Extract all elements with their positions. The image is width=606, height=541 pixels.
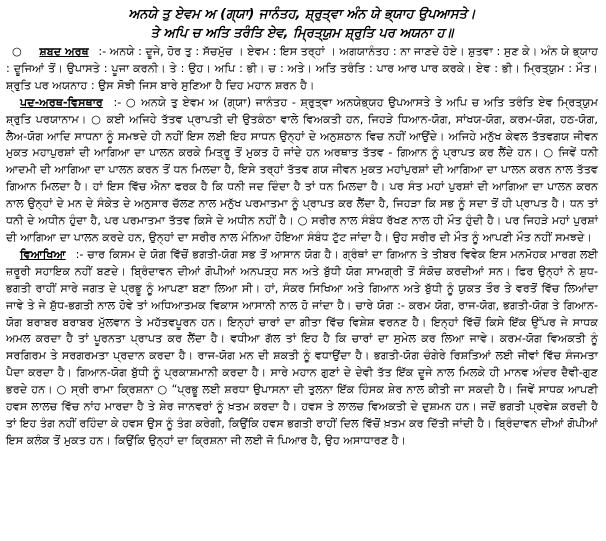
viakhia-heading: ਵਿਆਖਿਆ: [20, 247, 66, 261]
pad-arth-heading: ਪਦ-ਅਰਥ-ਵਿਸਥਾਰ: [20, 95, 103, 109]
shabad-arth-section: [6, 44, 598, 95]
viakhia-text: :- ਚਾਰ ਕਿਸਮ ਦੇ ਯੋਗ ਵਿੱਚੋਂ ਭਗਤੀ-ਯੋਗ ਸਭ ਤੋਂ ਆਸਾਨ ਯੋਗ ਹੈ। ਗ੍ਰੰਥਾਂ ਦਾ ਗਿਆਨ ਤੇ ਤੀਬਰ ਵਿਵੇਕ ਇਸ ਮਨਮੋਹਕ ਮਾਰਗ ਲਈ ਜ਼ਰੂਰੀ ਸਹਾਇਕ ਨਹੀਂ ਬਣਦੇ। ਬ੍ਰਿੰਦਾਵਨ ਦੀਆਂ ਗੋਪੀਆਂ ਅਨਪੜ੍ਹ ਸਨ ਅਤੇ ਬੁੱਧੀ ਯੋਗ ਸਾਮਗ੍ਰੀ ਤੋਂ ਸੰਕੋਚ ਕਰਦੀਆਂ ਸਨ। ਫਿਰ ਉਨ੍ਹਾਂ ਨੇ ਸ਼ੁਧ-ਭਗਤੀ ਰਾਹੀਂ ਸਾਰੇ ਜਗਤ ਦੇ ਪ੍ਰਭੂ ਨੂੰ ਆਪਣਾ ਬਣਾ ਲਿਆ ਸੀ। ਹਾਂ, ਸੰਕਰ ਸਿਖਿਆ ਅਤੇ ਗਿਆਨ ਅਤੇ ਬੁੱਧੀ ਨੂੰ ਯੁਕਤ ਤੌਰ ਤੇ ਵਰਤੋਂ ਵਿੱਚ ਲਿਆਂਦਾ ਜਾਵੇ ਤੇ ਜੇ ਸ਼ੁੱਧ-ਭਗਤੀ ਨਾਲ ਹੋਵੇ ਤਾਂ ਅਧਿਆਤਮਕ ਵਿਕਾਸ ਆਸਾਨੀ ਨਾਲ ਹੋ ਜਾਂਦਾ ਹੈ। ਚਾਰੇ ਯੋਗ :- ਕਰਮ ਯੋਗ, ਰਾਜ-ਯੋਗ, ਭਗਤੀ-ਯੋਗ ਤੇ ਗਿਆਨ-ਯੋਗ ਬਰਾਬਰ ਬਰਾਬਰ ਮੁੱਲਵਾਨ ਤੇ ਮਹੱਤਵਪੂਰਨ ਹਨ। ਇਨ੍ਹਾਂ ਚਾਰਾਂ ਦਾ ਗੀਤਾ ਵਿੱਚ ਵਿਸ਼ੇਸ਼ ਵਰਨਣ ਹੈ। ਇਨ੍ਹਾਂ ਵਿੱਚੋਂ ਕਿਸੇ ਇੱਕ ਉੱਪਰ ਜੇ ਸਾਧਕ ਅਮਲ ਕਰਦਾ ਹੈ ਤਾਂ ਪੂਰਨਤਾ ਪ੍ਰਾਪਤ ਕਰ ਲੈਂਦਾ ਹੈ। ਵਧੀਆ ਗੱਲ ਤਾਂ ਇਹ ਹੈ ਕਿ ਚਾਰਾਂ ਦਾ ਸੁਮੇਲ ਕਰ ਲਿਆ ਜਾਵੇ। ਕਰਮ-ਯੋਗ ਵਿਅਕਤੀ ਨੂੰ ਸਰਗਿਰਮ ਤੇ ਸਰਗਰਮਤਾ ਪ੍ਰਦਾਨ ਕਰਦਾ ਹੈ। ਰਾਜ-ਯੋਗ ਮਨ ਦੀ ਸ਼ਕਤੀ ਨੂੰ ਵਧਾਉਂਦਾ ਹੈ। ਭਗਤੀ-ਯੋਗ ਚੰਗੇਰੇ ਰਿਸ਼ਤਿਆਂ ਲਈ ਜੀਵਾਂ ਵਿੱਚ ਸੰਜਮਤਾ ਪੈਦਾ ਕਰਦਾ ਹੈ। ਗਿਆਨ-ਯੋਗ ਬੁੱਧੀ ਨੂੰ ਪ੍ਰਕਾਸ਼ਮਾਨੀ ਕਰਦਾ ਹੈ। ਸਾਰੇ ਮਹਾਨ ਗੁਣਾਂ ਦੇ ਦੇਵੀ ਤੱਤ ਇੱਕ ਦੂਜੇ ਨਾਲ ਮਿਲਕੇ ਹੀ ਮਾਨਵ ਅੰਦਰ ਦੈਵੀ-ਗੁਣ ਭਰਦੇ ਹਨ। ○ ਸ੍ਰੀ ਰਾਮਾ ਕ੍ਰਿਸ਼ਨਾ ○ “ਪ੍ਰਭੂ ਲਈ ਸ਼ਰਧਾ ਉਪਾਸਨਾ ਦੀ ਤੁਲਨਾ ਇੱਕ ਹਿੰਸਕ ਸ਼ੇਰ ਨਾਲ ਕੀਤੀ ਜਾ ਸਕਦੀ ਹੈ। ਜਿਵੇਂ ਸਾਧਕ ਆਪਣੀ ਹਵਸ ਲਾਲਚ ਵਿੱਚ ਨਾਂਹ ਮਾਰਦਾ ਹੈ ਤੇ ਸ਼ੇਰ ਜਾਨਵਰਾਂ ਨੂੰ ਖ਼ਤਮ ਕਰਦਾ ਹੈ। ਹਵਸ ਤੇ ਲਾਲਚ ਵਿਅਕਤੀ ਦੇ ਦੁਸ਼ਮਨ ਹਨ। ਜਦੋਂ ਭਗਤੀ ਪ੍ਰਵੇਸ਼ ਕਰਦੀ ਹੈ ਤਾਂ ਇਹ ਤੰਗ ਨਹੀਂ ਰਹਿੰਦਾ ਕੇ ਹਵਸ ਉਸ ਨੂੰ ਤੰਗ ਕਰੇਗੀ, ਕਿਉਂਕਿ ਹਵਸ ਭਗਤੀ ਰਾਹੀਂ ਦਿਲ ਵਿੱਚੋਂ ਖ਼ਤਮ ਕਰ ਦਿੱਤੀ ਜਾਂਦੀ ਹੈ। ਬ੍ਰਿੰਦਾਵਨ ਦੀਆਂ ਗੋਪੀਆਂ ਇਸ ਕਲੰਕ ਤੋਂ ਮੁਕਤ ਹਨ। ਕਿਉਂਕਿ ਉਨ੍ਹਾਂ ਦਾ ਕ੍ਰਿਸ਼ਨਾ ਜੀ ਲਈ ਜੋ ਪਿਆਰ ਹੈ, ਉਹ ਅਸਾਧਾਰਣ ਹੈ।: [6, 247, 598, 447]
verse-line-1: ਅਨਯੇ ਤੁ ਏਵਮ ਅ (ਗ੍ਯਾ) ਜਾਨੰਤਹ, ਸ਼੍ਰੁਤ੍ਵਾ ਅੰਨ ਯੇ ਭ੍ਯਾਹ ਉਪਆਸਤੇ।: [128, 7, 476, 22]
pad-arth-section: [6, 95, 598, 247]
bullet-prefix: ○: [12, 45, 22, 58]
viakhia-section: [6, 247, 598, 450]
sanskrit-verse: [6, 5, 598, 43]
verse-line-2: ਤੇ ਅਪਿ ਚ ਅਤਿ ਤਰੰਤਿ ਏਵ, ਮ੍ਰਿਤ੍ਯੁਮ ਸ਼੍ਰੁਤਿ ਪਰ ਅਯਨਾ ਹ॥: [150, 26, 454, 41]
pad-arth-text: :- ○ ਅਨਯੇ ਤੁ ਏਵਮ ਅ (ਗ੍ਯਾ) ਜਾਨੰਤਹ - ਸ਼੍ਰੁਤ੍ਵਾ ਅਨਯੇਭ੍ਯਹ ਉਪਆਸਤੇ ਤੇ ਅਪਿ ਚ ਅਤਿ ਤਰੰਤਿ ਏਵ ਮ੍ਰਿਤ੍ਯੁਮ ਸ਼੍ਰੁਤਿ ਪਰਯਾਨਾਮ। ○ ਕਈ ਅਜਿਹੇ ਤੱਤਵ ਪ੍ਰਾਪਤੀ ਦੀ ਉਤਕੰਠਾ ਵਾਲੇ ਵਿਅਕਤੀ ਹਨ, ਜਿਹੜੇ ਧਿਆਨ-ਯੋਗ, ਸਾਂਖਯ-ਯੋਗ, ਕਰਮ-ਯੋਗ, ਹਠ-ਯੋਗ, ਲੈਅ-ਯੋਗ ਆਦਿ ਸਾਧਨਾ ਨੂੰ ਸਮਝਦੇ ਹੀ ਨਹੀਂ ਇਸ ਲਈ ਇਹ ਸਾਧਨ ਉਨ੍ਹਾਂ ਦੇ ਅਨੁਸ਼ਠਾਨ ਵਿਚ ਨਹੀਂ ਆਉਂਦੇ। ਅਜਿਹੇ ਮਨੁੱਖ ਕੇਵਲ ਤੱਤਵਗਯ ਜੀਵਨ ਮੁਕਤ ਮਹਾਪੁਰਸ਼ਾਂ ਦੀ ਆਗਿਆ ਦਾ ਪਾਲਨ ਕਰਕੇ ਮਿਤ੍ਰੂ ਤੋਂ ਮੁਕਤ ਹੋ ਜਾਂਦੇ ਹਨ ਅਰਥਾਤ ਤੱਤਵ - ਗਿਆਨ ਨੂੰ ਪ੍ਰਾਪਤ ਕਰ ਲੈਂਦੇ ਹਨ। ○ ਜਿਵੇਂ ਧਨੀ ਆਦਮੀ ਦੀ ਆਗਿਆ ਦਾ ਪਾਲਨ ਕਰਨ ਤੋਂ ਧਨ ਮਿਲਦਾ ਹੈ, ਇਸੇ ਤਰ੍ਹਾਂ ਤੱਤਵ ਗਯ ਜੀਵਨ ਮੁਕਤ ਮਹਾਂਪੁਰਸ਼ਾਂ ਦੀ ਆਗਿਆ ਦਾ ਪਾਲਨ ਕਰਨ ਨਾਲ ਤੱਤਵ ਗਿਆਨ ਮਿਲਦਾ ਹੈ। ਹਾਂ ਇਸ ਵਿੱਚ ਐਨਾ ਫਰਕ ਹੈ ਕਿ ਧਨੀ ਜਦ ਦਿੰਦਾ ਹੈ ਤਾਂ ਧਨ ਮਿਲਦਾ ਹੈ। ਪਰ ਸੰਤ ਮਹਾਂ ਪੁਰਸ਼ਾਂ ਦੀ ਆਗਿਆ ਦਾ ਪਾਲਨ ਕਰਨ ਨਾਲ ਉਨ੍ਹਾਂ ਦੇ ਮਨ ਦੇ ਸੰਕੇਤ ਦੇ ਅਨੁਸਾਰ ਚੱਲਣ ਨਾਲ ਮਨੁੱਖ ਪਰਮਾਤਮਾ ਨੂੰ ਪ੍ਰਾਪਤ ਕਰ ਲੈਂਦਾ ਹੈ, ਜਿਹੜਾ ਕਿ ਸਭ ਨੂੰ ਸਦਾ ਤੋਂ ਹੀ ਪ੍ਰਾਪਤ ਹੈ। ਧਨ ਤਾਂ ਧਨੀ ਦੇ ਅਧੀਨ ਹੁੰਦਾ ਹੈ, ਪਰ ਪਰਮਾਤਮਾ ਤੱਤਵ ਕਿਸੇ ਦੇ ਅਧੀਨ ਨਹੀਂ ਹੈ। ○ ਸਰੀਰ ਨਾਲ ਸੰਬੰਧ ਰੱਖਣ ਨਾਲ ਹੀ ਮੌਤ ਹੁੰਦੀ ਹੈ। ਪਰ ਜਿਹੜੇ ਮਹਾਂ ਪੁਰਸ਼ਾਂ ਦੀ ਆਗਿਆ ਦਾ ਪਾਲਨ ਕਰਦੇ ਹਨ, ਉਨ੍ਹਾਂ ਦਾ ਸਰੀਰ ਨਾਲ ਮੰਨਿਆ ਹੋਇਆ ਸੰਬੰਧ ਟੁੱਟ ਜਾਂਦਾ ਹੈ। ਉਹ ਸਰੀਰ ਦੀ ਮੌਤ ਨੂੰ ਆਪਣੀ ਮੌਤ ਨਹੀਂ ਸਮਝਦੇ।: [6, 95, 598, 244]
shabad-arth-heading: ਸ਼ਬਦ ਅਰਥ: [39, 45, 89, 58]
shabad-arth-text: :- ਅਨਯੇ : ਦੂਜੇ, ਹੋਰ ਤੁ : ਸੱਚਮੁੱਚ । ਏਵਮ : ਇਸ ਤਰ੍ਹਾਂ । ਅਗਯਾਨੰਤਹ : ਨਾ ਜਾਣਦੇ ਹੋਏ। ਸ਼ੁਤਵਾ : ਸੁਣ ਕੇ। ਅੰਨ ਯੇ ਭ੍ਯਾਹ : ਦੂਜਿਆਂ ਤੋਂ। ਉਪਾਸਤੇ : ਪੂਜਾ ਕਰਨੀ। ਤੇ : ਉਹ। ਅਪਿ : ਭੀ। ਚ : ਅਤੇ। ਅਤਿ ਤਰੰਤਿ : ਪਾਰ ਆਰ ਪਾਰ ਕਰਕੇ। ਏਵ : ਭੀ। ਮ੍ਰਿਤ੍ਯੁਮ : ਮੌਤ। ਸ਼੍ਰੁਤਿ ਪਰ ਅਯਨਾਹ : ਉਸ ਸੋਝੀ ਜਿਸ ਬਾਰੇ ਸੁਣਿਆ ਹੈ ਦਿਹ ਮਹਾਨ ਸ਼ਰਨ ਹੈ।: [6, 45, 599, 92]
